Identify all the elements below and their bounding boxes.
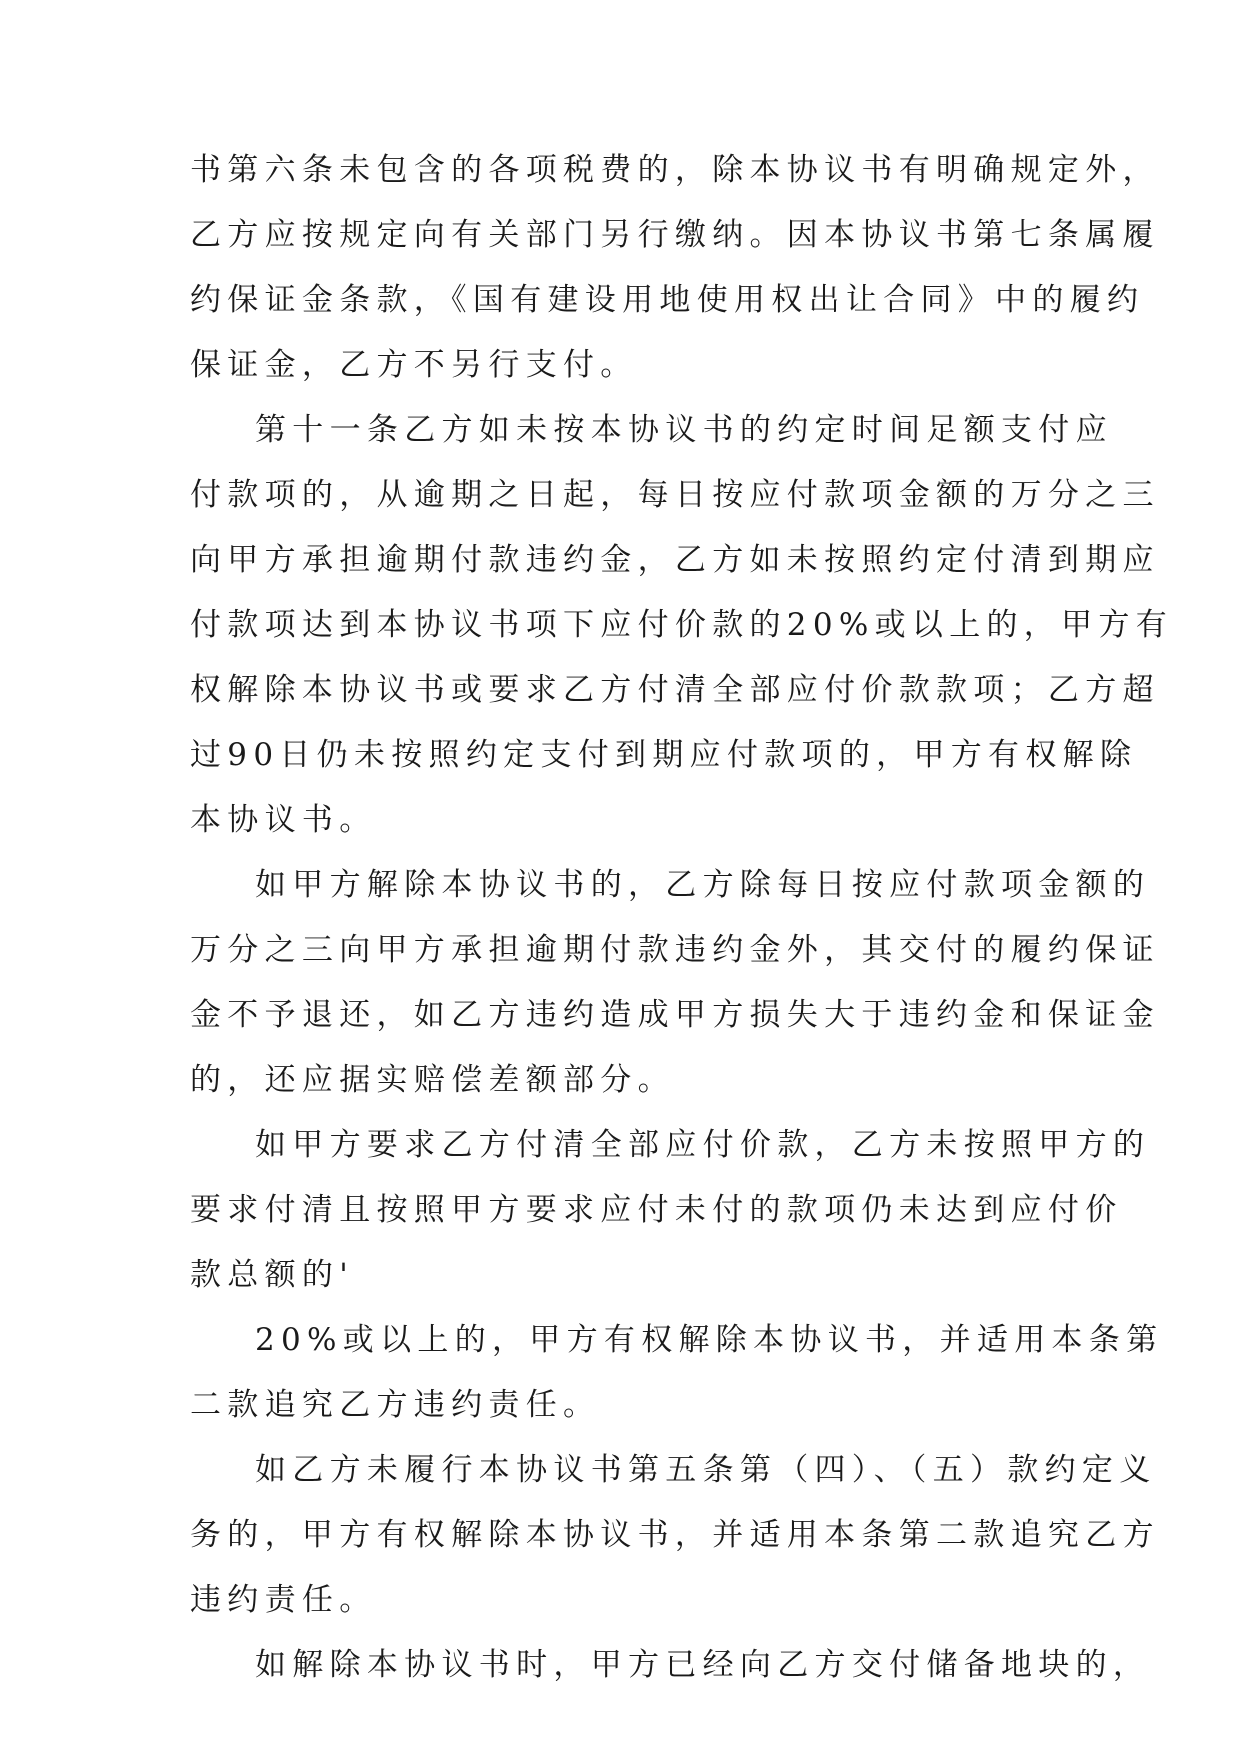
text-line: 的，还应据实赔偿差额部分。	[190, 1062, 675, 1098]
text-line: 书第六条未包含的各项税费的，除本协议书有明确规定外，	[190, 152, 1160, 188]
text-line: 金不予退还，如乙方违约造成甲方损失大于违约金和保证金	[190, 997, 1160, 1033]
text-line: 权解除本协议书或要求乙方付清全部应付价款款项；乙方超	[190, 672, 1160, 708]
text-line: 如甲方要求乙方付清全部应付价款，乙方未按照甲方的	[255, 1127, 1151, 1163]
text-line: 万分之三向甲方承担逾期付款违约金外，其交付的履约保证	[190, 932, 1160, 968]
text-line: 违约责任。	[190, 1582, 377, 1618]
text-line: 本协议书。	[190, 802, 377, 838]
text-line: 如甲方解除本协议书的，乙方除每日按应付款项金额的	[255, 867, 1151, 903]
text-line: 向甲方承担逾期付款违约金，乙方如未按照约定付清到期应	[190, 542, 1160, 578]
text-line: 保证金，乙方不另行支付。	[190, 347, 638, 383]
text-line: 乙方应按规定向有关部门另行缴纳。因本协议书第七条属履	[190, 217, 1160, 253]
text-line: 如乙方未履行本协议书第五条第（四）、（五）款约定义	[255, 1452, 1157, 1488]
text-line: 付款项达到本协议书项下应付价款的20%或以上的，甲方有	[190, 607, 1173, 643]
text-line: 过90日仍未按照约定支付到期应付款项的，甲方有权解除	[190, 737, 1138, 773]
text-line: 二款追究乙方违约责任。	[190, 1387, 601, 1423]
text-line: 务的，甲方有权解除本协议书，并适用本条第二款追究乙方	[190, 1517, 1160, 1553]
text-line: 第十一条乙方如未按本协议书的约定时间足额支付应	[255, 412, 1113, 448]
text-line: 付款项的，从逾期之日起，每日按应付款项金额的万分之三	[190, 477, 1160, 513]
text-line: 约保证金条款，《国有建设用地使用权出让合同》中的履约	[190, 282, 1145, 318]
text-line: 要求付清且按照甲方要求应付未付的款项仍未达到应付价	[190, 1192, 1123, 1228]
text-line: 如解除本协议书时，甲方已经向乙方交付储备地块的，	[255, 1647, 1151, 1683]
text-line: 款总额的'	[190, 1257, 355, 1293]
text-line: 20%或以上的，甲方有权解除本协议书，并适用本条第	[255, 1322, 1164, 1358]
